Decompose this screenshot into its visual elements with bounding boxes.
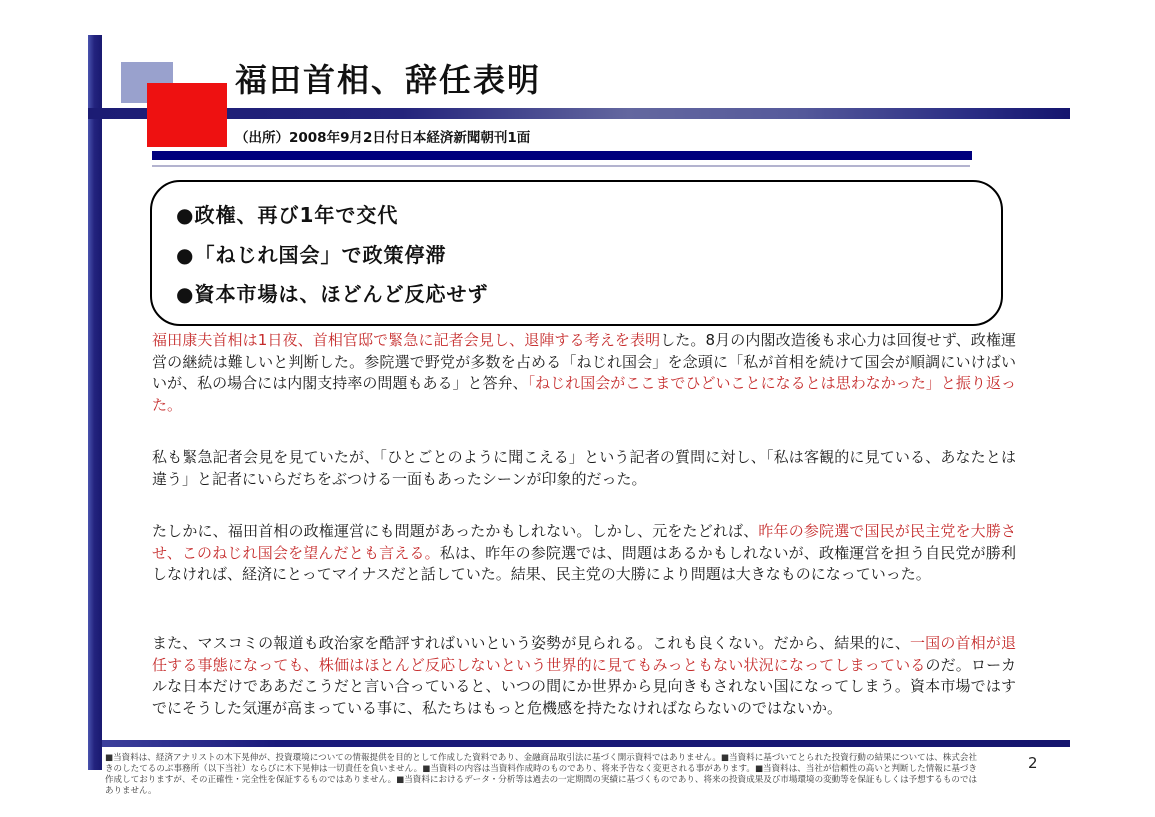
body-paragraph-3	[152, 521, 1016, 586]
body-paragraph-4	[152, 633, 1016, 719]
text-segment: のだ。ローカルな日本だけでああだこうだと言い合っていると、いつの間にか世界から見向きもされない国になってしまう。資本市場ではすでにそうした気運が高まっている事に、私たちはもっと危機感を持たなければならないのではないか。	[152, 655, 1016, 717]
key-points-box	[150, 180, 1003, 326]
body-paragraph-2	[152, 447, 1016, 490]
source-caption: （出所）2008年9月2日付日本経済新聞朝刊1面	[235, 130, 531, 146]
header-rule-thick	[152, 151, 972, 160]
red-decor-square	[147, 83, 227, 147]
text-segment: した。8月の内閣改造後も求心力は回復せず、政権運営の継続は難しいと判断した。参院選で野党が多数を占める「ねじれ国会」を念頭に「私が首相を続けて国会が順調にいけばいいが、私の場合には内閣支持率の問題もある」と答弁、	[152, 331, 1016, 392]
text-segment: 一国の首相が退任する事態になっても、株価はほとんど反応しないという世界的に見てもみっともない状況になってしまっている	[152, 634, 1016, 674]
page-title: 福田首相、辞任表明	[235, 61, 542, 99]
footer-rule	[102, 740, 1070, 747]
text-segment: 「ねじれ国会がここまでひどいことになるとは思わなかった」と振り返った。	[152, 374, 1016, 414]
text-segment: 福田康夫首相は1日夜、首相官邸で緊急に記者会見し、退陣する考えを表明	[152, 331, 661, 349]
disclaimer-text: ■当資料は、経済アナリストの木下晃伸が、投資環境についての情報提供を目的として作成した資料であり、金融商品取引法に基づく開示資料ではありません。■当資料に基づいてとられた投資行動の結果については、株式会社きのしたてるのぶ事務所（以下当社）ならびに木下晃伸は一切責任を負いません。■当資料の内容は当資料作成時のものであり、将来予告なく変更される事があります。■当資料は、当社が信頼性の高いと判断した情報に基づき作成しておりますが、その正確性・完全性を保証するものではありません。■当資料におけるデータ・分析等は過去の一定期間の実績に基づくものであり、将来の投資成果及び市場環境の変動等を保証もしくは予想するものではありません。	[105, 753, 977, 796]
body-paragraph-1	[152, 330, 1016, 416]
key-point-item: ●政権、再び1年で交代	[176, 202, 399, 227]
left-accent-bar	[88, 35, 102, 770]
text-segment: 私は、昨年の参院選では、問題はあるかもしれないが、政権運営を担う自民党が勝利しなければ、経済にとってマイナスだと話していた。結果、民主党の大勝により問題は大きなものになっていった。	[152, 543, 1016, 583]
key-point-item: ●「ねじれ国会」で政策停滞	[176, 242, 447, 267]
text-segment: 私も緊急記者会見を見ていたが、「ひとごとのように聞こえる」という記者の質問に対し、「私は客観的に見ている、あなたとは違う」と記者にいらだちをぶつける一面もあったシーンが印象的だった。	[152, 448, 1016, 488]
page-number: 2	[1028, 754, 1038, 772]
title-underline-bar	[88, 108, 1070, 119]
text-segment: たしかに、福田首相の政権運営にも問題があったかもしれない。しかし、元をたどれば、	[152, 522, 759, 540]
text-segment: 昨年の参院選で国民が民主党を大勝させ、このねじれ国会を望んだとも言える。	[152, 522, 1016, 562]
text-segment: また、マスコミの報道も政治家を酷評すればいいという姿勢が見られる。これも良くない。だから、結果的に、	[152, 634, 911, 652]
header-rule-thin	[152, 165, 970, 167]
key-point-item: ●資本市場は、ほどんど反応せず	[176, 282, 489, 307]
